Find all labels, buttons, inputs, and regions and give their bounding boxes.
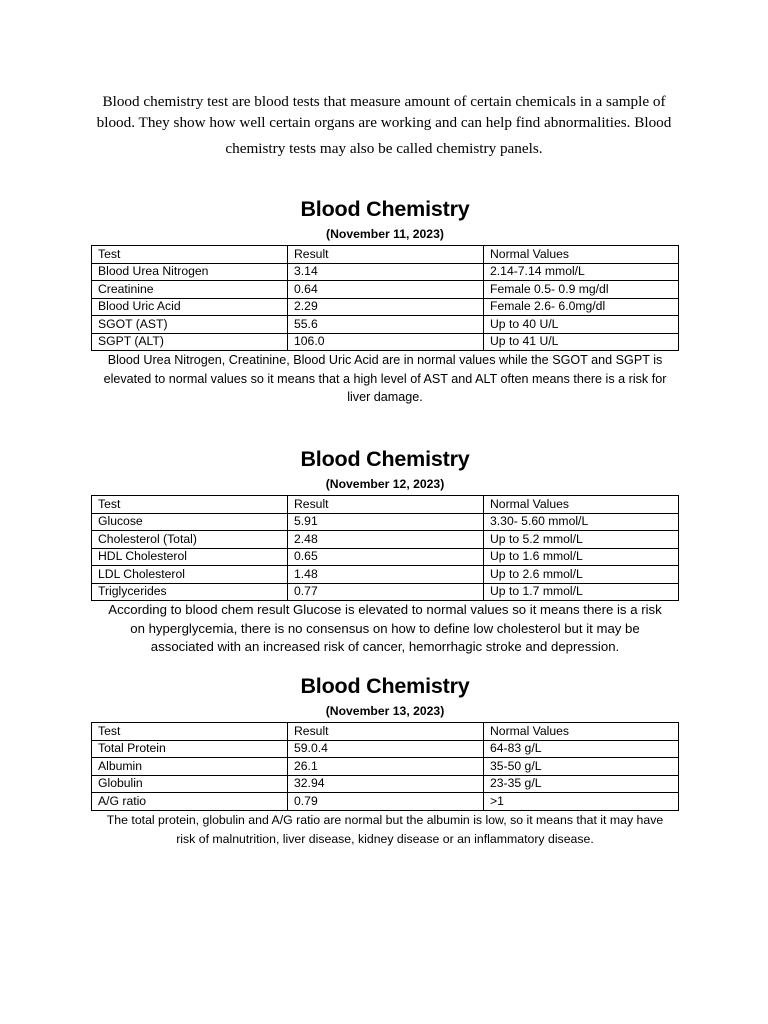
test-result: 106.0 [288,333,484,351]
results-table [91,495,679,601]
section-date: (November 12, 2023) [325,477,445,491]
test-name: HDL Cholesterol [92,548,288,566]
test-name: LDL Cholesterol [92,566,288,584]
intro-line: Blood chemistry test are blood tests that measure amount of certain chemicals in a sample of [102,93,666,110]
header-test: Test [92,246,288,264]
table-row [92,316,679,334]
table-row [92,793,679,811]
table-header-row [92,496,679,514]
test-name: Blood Uric Acid [92,298,288,316]
results-table [91,722,679,811]
note-line: elevated to normal values so it means that a high level of AST and ALT often means there is a risk for [103,371,667,386]
section-title: Blood Chemistry [300,674,470,698]
note-line: According to blood chem result Glucose is elevated to normal values so it means there is a risk [108,602,662,617]
table-row [92,531,679,549]
table-row [92,513,679,531]
test-name: Blood Urea Nitrogen [92,263,288,281]
test-result: 0.64 [288,281,484,299]
table-row [92,298,679,316]
table-row [92,548,679,566]
normal-value: Female 2.6- 6.0mg/dl [484,298,679,316]
blood-chemistry-section-nov-13 [91,673,679,849]
test-name: SGPT (ALT) [92,333,288,351]
header-normal-values: Normal Values [484,246,679,264]
note-line: risk of malnutrition, liver disease, kidney disease or an inflammatory disease. [176,831,594,846]
normal-value: Up to 40 U/L [484,316,679,334]
header-normal-values: Normal Values [484,723,679,741]
table-row [92,281,679,299]
normal-value: >1 [484,793,679,811]
note-line: The total protein, globulin and A/G ratio are normal but the albumin is low, so it means that it may have [106,812,664,827]
header-result: Result [288,723,484,741]
test-name: Cholesterol (Total) [92,531,288,549]
section-date: (November 13, 2023) [325,704,445,718]
table-header-row [92,246,679,264]
test-result: 0.79 [288,793,484,811]
table-row [92,566,679,584]
header-test: Test [92,496,288,514]
note-line: Blood Urea Nitrogen, Creatinine, Blood Uric Acid are in normal values while the SGOT and SGPT is [107,353,663,367]
header-result: Result [288,246,484,264]
normal-value: 3.30- 5.60 mmol/L [484,513,679,531]
normal-value: Up to 41 U/L [484,333,679,351]
normal-value: Female 0.5- 0.9 mg/dl [484,281,679,299]
test-name: Globulin [92,775,288,793]
test-name: SGOT (AST) [92,316,288,334]
test-result: 0.65 [288,548,484,566]
note-line: associated with an increased risk of cancer, hemorrhagic stroke and depression. [150,639,620,654]
intro-line: blood. They show how well certain organs are working and can help find abnormalities. Blood [96,114,672,131]
test-result: 32.94 [288,775,484,793]
header-test: Test [92,723,288,741]
table-row [92,333,679,351]
header-normal-values: Normal Values [484,496,679,514]
note-line: liver damage. [347,390,423,404]
normal-value: 64-83 g/L [484,740,679,758]
table-row [92,775,679,793]
test-result: 0.77 [288,583,484,601]
note-line: on hyperglycemia, there is no consensus on how to define low cholesterol but it may be [130,620,640,636]
test-result: 3.14 [288,263,484,281]
test-result: 5.91 [288,513,484,531]
test-result: 26.1 [288,758,484,776]
test-result: 59.0.4 [288,740,484,758]
normal-value: 23-35 g/L [484,775,679,793]
section-title: Blood Chemistry [300,447,470,471]
interpretation-note [91,351,679,407]
test-result: 1.48 [288,566,484,584]
results-table [91,245,679,351]
section-date: (November 11, 2023) [326,227,444,241]
section-title: Blood Chemistry [300,197,470,221]
test-name: Total Protein [92,740,288,758]
test-name: Glucose [92,513,288,531]
blood-chemistry-section-nov-12 [91,446,679,657]
normal-value: 2.14-7.14 mmol/L [484,263,679,281]
test-name: Albumin [92,758,288,776]
normal-value: Up to 1.6 mmol/L [484,548,679,566]
test-name: A/G ratio [92,793,288,811]
test-result: 2.48 [288,531,484,549]
normal-value: Up to 5.2 mmol/L [484,531,679,549]
intro-line: chemistry tests may also be called chemistry panels. [225,140,543,157]
test-name: Triglycerides [92,583,288,601]
table-row [92,758,679,776]
test-result: 55.6 [288,316,484,334]
interpretation-note [91,811,679,849]
interpretation-note [91,601,679,657]
intro-paragraph [90,91,678,159]
table-row [92,263,679,281]
table-row [92,583,679,601]
header-result: Result [288,496,484,514]
test-result: 2.29 [288,298,484,316]
test-name: Creatinine [92,281,288,299]
normal-value: Up to 1.7 mmol/L [484,583,679,601]
normal-value: 35-50 g/L [484,758,679,776]
table-header-row [92,723,679,741]
table-row [92,740,679,758]
blood-chemistry-section-nov-11 [91,196,679,407]
normal-value: Up to 2.6 mmol/L [484,566,679,584]
